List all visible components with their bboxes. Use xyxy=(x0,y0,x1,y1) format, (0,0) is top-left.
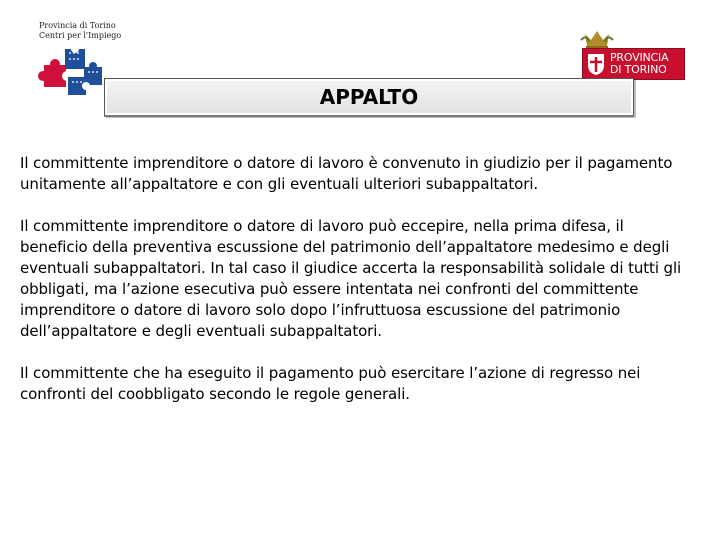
province-name-line2: DI TORINO xyxy=(610,63,667,76)
title-bar xyxy=(104,78,634,116)
province-logo xyxy=(576,28,686,82)
province-name-line1: PROVINCIA xyxy=(610,51,669,64)
org-name xyxy=(39,21,121,41)
paragraph-3: Il committente che ha eseguito il pagamento può esercitare l’azione di regresso nei confronti del coobbligato secondo le regole generali. xyxy=(20,364,641,403)
province-badge xyxy=(582,48,685,80)
org-name-line2: Centri per l'Impiego xyxy=(39,31,122,40)
content-body xyxy=(20,153,692,426)
title-divider xyxy=(104,115,634,117)
org-name-line1: Provincia di Torino xyxy=(39,21,116,30)
page-title: APPALTO xyxy=(319,85,419,109)
province-shield-icon xyxy=(586,52,606,76)
province-crest-icon xyxy=(577,28,617,50)
puzzle-icon xyxy=(38,45,104,99)
paragraph-1: Il committente imprenditore o datore di lavoro è convenuto in giudizio per il pagamento unitamente all’appaltatore e con gli eventuali ulteriori subappaltatori. xyxy=(20,154,673,193)
paragraph-2: Il committente imprenditore o datore di lavoro può eccepire, nella prima difesa, il beneficio della preventiva escussione del patrimonio dell’appaltatore medesimo e degli eventuali subappaltatori. In tal caso il giudice accerta la responsabilità solidale di tutti gli obbligati, ma l’azione esecutiva può essere intentata nei confronti del committente imprenditore o datore di lavoro solo dopo l’infruttuosa escussione del patrimonio dell’appaltatore e degli eventuali subappaltatori. xyxy=(20,217,682,340)
